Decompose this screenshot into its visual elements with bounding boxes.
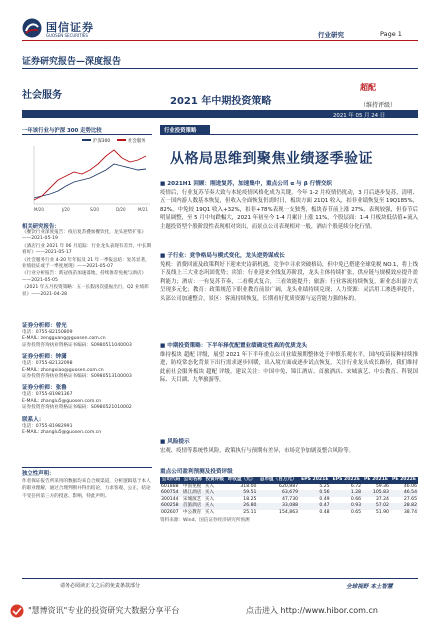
contact-email[interactable]: E-MAIL: zhanglu5@guosen.com.cn bbox=[22, 430, 102, 436]
rating: 超配 bbox=[360, 83, 376, 92]
table-cell: 47,730 bbox=[281, 496, 299, 502]
table-cell: 0.93 bbox=[350, 503, 362, 509]
section-rule bbox=[160, 134, 418, 135]
forecast-table bbox=[160, 477, 418, 517]
watermark-banner bbox=[0, 600, 440, 620]
table-cell: 105.83 bbox=[372, 490, 389, 496]
legend-swatch-social bbox=[117, 139, 126, 141]
logo-text: 国信证券 bbox=[46, 21, 94, 34]
related-title: 相关研究报告： bbox=[22, 224, 60, 230]
table-header-cell: PE 2022E bbox=[391, 477, 416, 482]
section-heading: ■ 2021H1 回顾：刚进复苏，加速集中，重点公司 α 与 β 行情交织 bbox=[160, 181, 333, 187]
table-cell: 0.49 bbox=[319, 496, 330, 502]
sidebar-chart-title: 一年该行业与沪深 300 走势比较 bbox=[22, 128, 102, 134]
related-list bbox=[22, 230, 152, 298]
series-line-social bbox=[34, 150, 146, 200]
table-cell: 6.72 bbox=[350, 483, 362, 489]
report-type-rule bbox=[22, 68, 418, 69]
analyst-email[interactable]: E-MAIL: zhanglu5@guosen.com.cn bbox=[22, 398, 102, 404]
analyst-name: 证券分析师：张鲁 bbox=[22, 385, 67, 392]
independence-box bbox=[22, 467, 152, 500]
analyst-name: 证券分析师：曾光 bbox=[22, 323, 67, 329]
industry-name: 社会服务 bbox=[22, 90, 62, 101]
trend-chart bbox=[22, 136, 152, 214]
table-cell: 600754 bbox=[161, 490, 179, 496]
headline: 从格局思维到聚焦业绩逐季验证 bbox=[170, 151, 373, 167]
chart-legend bbox=[82, 137, 146, 144]
related-report-item[interactable]: 《餐饮行业深度报告：疫后复苏叠加餐饮化，龙头逆势扩张》——2021-05-19 bbox=[22, 230, 147, 242]
footer-rule bbox=[22, 578, 418, 579]
table-header-cell: 公司名称 bbox=[183, 477, 203, 482]
x-tick-label: M/21 bbox=[138, 207, 148, 212]
footer-disclaimer: 请务必阅读正文之后的免责条款部分 bbox=[60, 583, 141, 589]
table-cell: 25.11 bbox=[243, 509, 257, 515]
table-title: 重点公司盈利预测及投资评级 bbox=[160, 469, 233, 475]
report-type: 证券研究报告—深度报告 bbox=[22, 57, 122, 67]
sidebar bbox=[22, 122, 152, 567]
table-cell: 买入 bbox=[204, 503, 214, 509]
table-cell: 0.48 bbox=[319, 509, 330, 515]
bullet-icon: ■ bbox=[160, 181, 168, 187]
table-cell: 154,863 bbox=[279, 509, 299, 515]
table-cell: 601888 bbox=[161, 483, 179, 489]
legend-label-social: 社会服务 bbox=[128, 139, 146, 144]
table-cell: 18.25 bbox=[243, 496, 257, 502]
main-content bbox=[160, 122, 418, 572]
x-tick-label: D/20 bbox=[116, 207, 126, 212]
bullet-icon: ■ bbox=[160, 343, 168, 349]
rating-note: （维持评级） bbox=[360, 102, 397, 109]
independence-rule bbox=[22, 467, 152, 468]
body-section-1 bbox=[160, 180, 418, 249]
logo-icon bbox=[22, 18, 42, 38]
table-header-cell: 昨收盘（元） bbox=[227, 477, 256, 482]
table-header-row bbox=[160, 477, 418, 484]
table-cell: 318.00 bbox=[240, 483, 257, 489]
section-body: 维持板块 超配 评级，展望 2021 年下半年重点公司业绩预期整体处于审慎乐观水平，国内疫苗接种持续推进，防疫常态化背景下出行需求逐步回暖，出入境方面或逐步试点恢复，关注行业龙头成长路径，我们维持此前社会服务板块 超配 评级，建议关注：中国中免、锦江酒店、首旅酒店、宋城演艺、中公教育、科锐国际、天目湖、九华旅游等。 bbox=[160, 351, 418, 384]
table-cell: 51.90 bbox=[375, 509, 389, 515]
table-cell: 620,887 bbox=[279, 483, 299, 489]
section-body: 免税：消费回流及政策利好下迎来史诗新机遇，竞争中寻求突破格局，但中免已搭建全球免税 NO.1，将上线下及线上三大业态巩固优势；宾馆：行业迎来全线复苏阶段，龙头主体持续扩张，供应链与规模效应提升盈利能力；酒店：一有复苏节奏，二看模式复合，三看效能提升；旅游：行业客流持续恢复，新业态出游方式呈现多元化；教育：政策规范下职业教育前景广阔，龙头业绩持续兑现；人力资源：灵活用工渗透率提升，头部公司加速整合，景区：客流持续恢复，长期看好优质资源与运营能力强的标的。 bbox=[160, 261, 418, 302]
table-cell: 57.02 bbox=[375, 503, 389, 509]
report-date: 2021 年 05 月 24 日 bbox=[333, 113, 386, 119]
table-cell: 首旅酒店 bbox=[182, 503, 202, 509]
related-report-item[interactable]: 《社会服务行业 4-20 年年报及 21 年一季报总结：复苏显著，业绩验证或于一季度展现》——2021-05-07 bbox=[22, 257, 150, 270]
watermark-logo-icon bbox=[10, 603, 24, 617]
analyst-email[interactable]: E-MAIL: zengguang@guosen.com.cn bbox=[22, 336, 106, 342]
x-tick-label: J/20 bbox=[62, 207, 70, 212]
table-row bbox=[160, 490, 418, 497]
analyst-cert: 证券投资咨询执业资格证书编码：S0980513100003 bbox=[22, 374, 132, 380]
table-cell: 600258 bbox=[161, 503, 179, 509]
contact-card bbox=[22, 416, 152, 437]
independence-title: 独立性声明： bbox=[22, 471, 55, 477]
logo-subtext: GUOSEN SECURITIES bbox=[46, 33, 88, 38]
table-cell: 买入 bbox=[204, 490, 214, 496]
table-cell: 1.28 bbox=[350, 490, 362, 496]
related-report-item[interactable]: 《酒店行业 2021 年 06 月追踪：行业龙头表现有差异，中长期看好》——2021-05-17 bbox=[22, 243, 152, 256]
footer-slogan: 全球视野 本土智慧 bbox=[346, 584, 393, 590]
page-number: Page 1 bbox=[380, 30, 402, 38]
bullet-icon: ■ bbox=[160, 439, 168, 445]
analyst-card bbox=[22, 353, 152, 380]
table-header-cell: 投资评级 bbox=[205, 477, 224, 482]
table-cell: 002607 bbox=[161, 509, 179, 515]
analyst-block bbox=[22, 322, 152, 436]
table-header-cell: EPS 2021E bbox=[301, 477, 329, 482]
analyst-card bbox=[22, 322, 152, 349]
table-row bbox=[160, 510, 418, 517]
analyst-phone: 电话：0755-82132098 bbox=[22, 361, 73, 367]
page-header bbox=[0, 0, 440, 60]
table-header-cell: PE 2021E bbox=[364, 477, 389, 482]
table-header-cell: EPS 2022E bbox=[332, 477, 360, 482]
contact-phone: 电话：0755-81982991 bbox=[22, 423, 73, 429]
analyst-cert: 证券投资咨询执业资格证书编码：S0980521010002 bbox=[22, 405, 132, 411]
table-cell: 锦江酒店 bbox=[182, 490, 202, 496]
bullet-icon: ■ bbox=[160, 253, 168, 259]
body-section-4 bbox=[160, 438, 418, 455]
table-cell: 中公教育 bbox=[182, 509, 202, 515]
legend-swatch-hs300 bbox=[82, 139, 91, 141]
section-heading: ■ 中期投资策略：下半年择优配置业绩确定性高的优质龙头 bbox=[160, 343, 308, 349]
table-cell: 59.36 bbox=[375, 483, 389, 489]
table-cell: 0.65 bbox=[350, 509, 362, 515]
table-row bbox=[160, 503, 418, 510]
forecast-table-block bbox=[160, 468, 418, 524]
table-cell: 63,679 bbox=[281, 490, 299, 496]
analyst-cert: 证券投资咨询执业资格证书编码：S0980511040003 bbox=[22, 342, 132, 348]
sidebar-chart-rule bbox=[22, 134, 152, 135]
contact-label: 联系人： bbox=[22, 416, 45, 423]
table-cell: 300144 bbox=[161, 496, 179, 502]
table-cell: 26.80 bbox=[243, 503, 257, 509]
analyst-phone: 电话：0755-82150809 bbox=[22, 330, 73, 335]
table-cell: 中国免税 bbox=[182, 483, 202, 489]
table-cell: 37.24 bbox=[375, 496, 389, 502]
header-rule bbox=[22, 40, 418, 41]
table-header-cell: 总市值（百万元） bbox=[259, 477, 297, 482]
table-cell: 买入 bbox=[204, 509, 214, 515]
watermark-text: "慧博资讯"专业的投资研究大数据分享平台 bbox=[28, 606, 180, 615]
table-cell: 买入 bbox=[204, 496, 214, 502]
table-header-cell: 公司代码 bbox=[161, 477, 181, 482]
section-body: 疫情后，行业复苏节奏大致与本轮疫情风格化成为关键，今年 1-2 月疫情仍扰动，3 月后逐步复苏，清明、五一国内游人数基本恢复，但收入全面恢复仍需时日，板块方面 21Q1 收入，扣非业绩恢复至 19Q185%，82%，中免较 19Q1 收入+32%，扣非+78%表现一支独秀，板块春节前上涨 27%，表现较强，但春节后明显调整，至 5 月中旬跌幅大，2021 年初至今 1-4 月累计上涨 11%，个股层面：1-4 月板块低估值+流入主题投资型个股阶段性表现相对突出，而景点公司表现相对一般，酒店个股延续分化行情。 bbox=[160, 189, 418, 230]
body-section-3 bbox=[160, 342, 418, 437]
section-heading: ■ 子行业：竞争格局与模式变化，龙头逆势谋成长 bbox=[160, 253, 285, 259]
related-report-item[interactable]: 《行业分析报告：新冠疫苗加速落地，持续推荐免税与酒店》——2021-05-05 bbox=[22, 271, 147, 283]
x-tick-label: M/20 bbox=[34, 207, 44, 212]
report-title: 2021 年中期投资策略 bbox=[170, 96, 272, 107]
table-cell: 0.66 bbox=[350, 496, 362, 502]
table-cell: 59.51 bbox=[243, 490, 257, 496]
table-source: 资料来源：Wind、国信证券经济研究所预测 bbox=[160, 517, 250, 523]
table-cell: 46.06 bbox=[403, 483, 417, 489]
x-tick-label: S/20 bbox=[90, 207, 99, 212]
table-cell: 0.47 bbox=[319, 503, 330, 509]
legend-label-hs300: 沪深300 bbox=[93, 139, 111, 144]
section-label: 行业投资策略 bbox=[164, 128, 197, 134]
section-heading: ■ 风险提示 bbox=[160, 439, 190, 445]
table-cell: 28.82 bbox=[403, 503, 417, 509]
table-cell: 46.54 bbox=[403, 490, 417, 496]
table-cell: 0.56 bbox=[319, 490, 330, 496]
independence-text: 作者保证报告所采用的数据均来自合规渠道，分析逻辑基于本人的职业理解，通过合理判断并得出结论，力求客观、公正，结论不受任何第三方的授意、影响，特此声明。 bbox=[22, 479, 151, 499]
analyst-email[interactable]: E-MAIL: zhongxiao@guosen.com.cn bbox=[22, 367, 104, 373]
table-cell: 5.25 bbox=[319, 483, 330, 489]
section-tag bbox=[160, 125, 210, 134]
table-cell: 38.74 bbox=[403, 509, 417, 515]
body-section-2 bbox=[160, 252, 418, 339]
table-cell: 27.65 bbox=[403, 496, 417, 502]
header-category: 行业研究 bbox=[318, 31, 344, 39]
analyst-phone: 电话：0755-81981367 bbox=[22, 392, 73, 398]
series-line-hs300 bbox=[34, 164, 146, 198]
analyst-card bbox=[22, 384, 152, 411]
analyst-name: 证券分析师：钟潇 bbox=[22, 354, 67, 361]
watermark-url[interactable]: 点击进入 http://www.hibor.com.cn bbox=[246, 606, 378, 615]
table-cell: 宋城演艺 bbox=[182, 496, 202, 502]
table-cell: 33,088 bbox=[281, 503, 299, 509]
table-cell: 买入 bbox=[204, 483, 214, 489]
section-body: 宏观、疫情等系统性风险，政策执行与预期有差异，市场竞争加剧及整合风险等。 bbox=[160, 447, 355, 454]
related-report-item[interactable]: 《2021 年五月投资策略：五一长假再次提振出行，Q2 业绩彰显》——2021-04-28 bbox=[22, 285, 149, 297]
